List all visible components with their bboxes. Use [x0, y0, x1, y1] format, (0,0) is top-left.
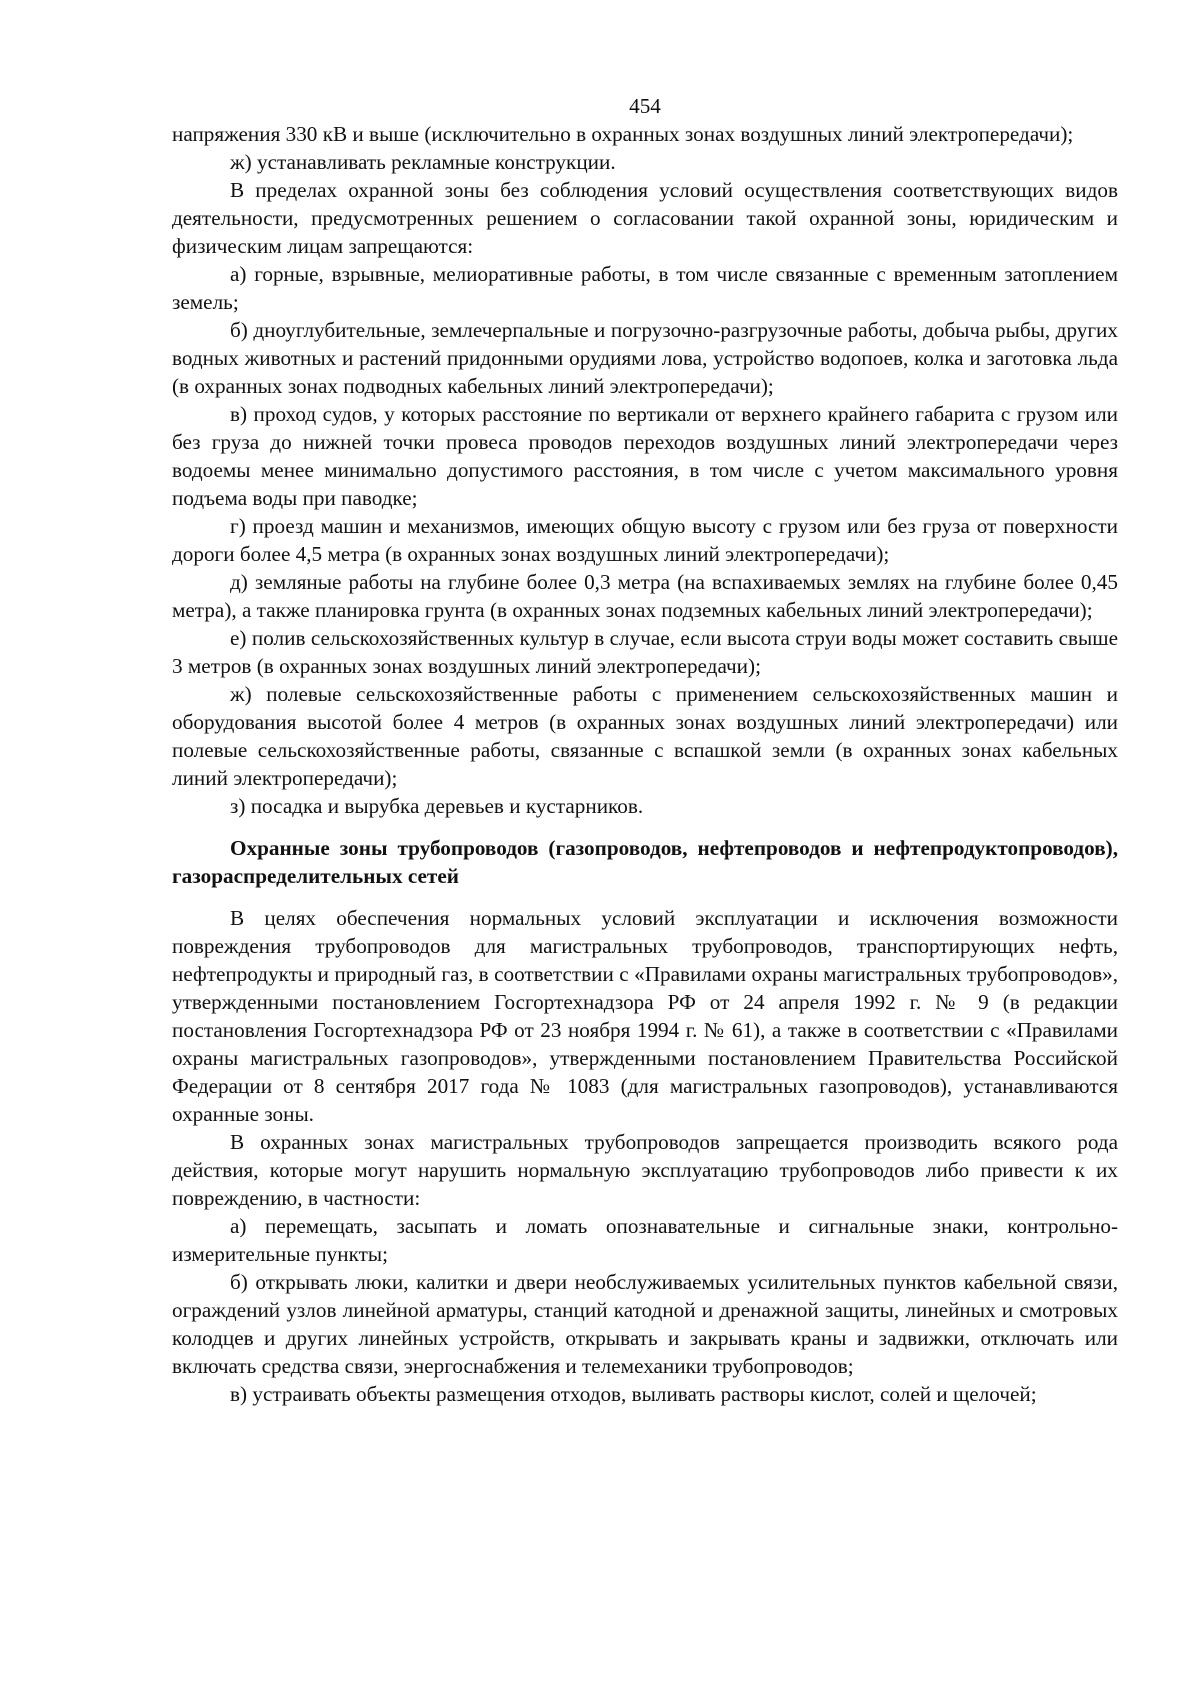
paragraph: з) посадка и вырубка деревьев и кустарников.: [230, 794, 644, 818]
paragraph: В охранных зонах магистральных трубопроводов запрещается производить всякого рода действия, которые могут нарушить нормальную эксплуатацию трубопроводов либо привести к их повреждению, в частности:: [172, 1130, 1118, 1210]
paragraph: б) дноуглубительные, землечерпальные и погрузочно-разгрузочные работы, добыча рыбы, других водных животных и растений придонными орудиями лова, устройство водопоев, колка и заготовка льда (в охранных зонах подводных кабельных линий электропередачи);: [172, 318, 1118, 398]
paragraph: г) проезд машин и механизмов, имеющих общую высоту с грузом или без груза от поверхности дороги более 4,5 метра (в охранных зонах воздушных линий электропередачи);: [172, 514, 1118, 566]
paragraph: б) открывать люки, калитки и двери необслуживаемых усилительных пунктов кабельной связи, ограждений узлов линейной арматуры, станций катодной и дренажной защиты, линейных и смотровых колодцев и других линейных устройств, открывать и закрывать краны и задвижки, отключать или включать средства связи, энергоснабжения и телемеханики трубопроводов;: [172, 1270, 1118, 1378]
paragraph: В целях обеспечения нормальных условий эксплуатации и исключения возможности повреждения трубопроводов для магистральных трубопроводов, транспортирующих нефть, нефтепродукты и природный газ, в соответствии с «Правилами охраны магистральных трубопроводов», утвержденными постановлением Госгортехнадзора РФ от 24 апреля 1992 г. № 9 (в редакции постановления Госгортехнадзора РФ от 23 ноября 1994 г. № 61), а также в соответствии с «Правилами охраны магистральных газопроводов», утвержденными постановлением Правительства Российской Федерации от 8 сентября 2017 года № 1083 (для магистральных газопроводов), устанавливаются охранные зоны.: [172, 906, 1118, 1126]
paragraph: ж) устанавливать рекламные конструкции.: [230, 150, 616, 174]
top-paragraphs: [172, 120, 1118, 820]
section-heading: Охранные зоны трубопроводов (газопроводов, нефтепроводов и нефтепродуктопроводов), газораспределительных сетей: [172, 836, 1118, 888]
paragraph: ж) полевые сельскохозяйственные работы с применением сельскохозяйственных машин и оборудования высотой более 4 метров (в охранных зонах воздушных линий электропередачи) или полевые сельскохозяйственные работы, связанные с вспашкой земли (в охранных зонах кабельных линий электропередачи);: [172, 682, 1118, 790]
paragraph: напряжения 330 кВ и выше (исключительно в охранных зонах воздушных линий электропередачи);: [172, 122, 1074, 146]
document-page: [172, 92, 1118, 1408]
paragraph: в) устраивать объекты размещения отходов, выливать растворы кислот, солей и щелочей;: [230, 1382, 1037, 1406]
paragraph: в) проход судов, у которых расстояние по вертикали от верхнего крайнего габарита с грузом или без груза до нижней точки провеса проводов переходов воздушных линий электропередачи через водоемы менее минимально допустимого расстояния, в том числе с учетом максимального уровня подъема воды при паводке;: [172, 402, 1118, 510]
paragraph: а) горные, взрывные, мелиоративные работы, в том числе связанные с временным затоплением земель;: [172, 262, 1118, 314]
paragraph: д) земляные работы на глубине более 0,3 метра (на вспахиваемых землях на глубине более 0,45 метра), а также планировка грунта (в охранных зонах подземных кабельных линий электропередачи);: [172, 570, 1118, 622]
bottom-paragraphs: [172, 904, 1118, 1408]
paragraph: В пределах охранной зоны без соблюдения условий осуществления соответствующих видов деятельности, предусмотренных решением о согласовании такой охранной зоны, юридическим и физическим лицам запрещаются:: [172, 178, 1118, 258]
paragraph: е) полив сельскохозяйственных культур в случае, если высота струи воды может составить свыше 3 метров (в охранных зонах воздушных линий электропередачи);: [172, 626, 1118, 678]
paragraph: а) перемещать, засыпать и ломать опознавательные и сигнальные знаки, контрольно-измерительные пункты;: [172, 1214, 1118, 1266]
page-number: 454: [629, 94, 661, 118]
